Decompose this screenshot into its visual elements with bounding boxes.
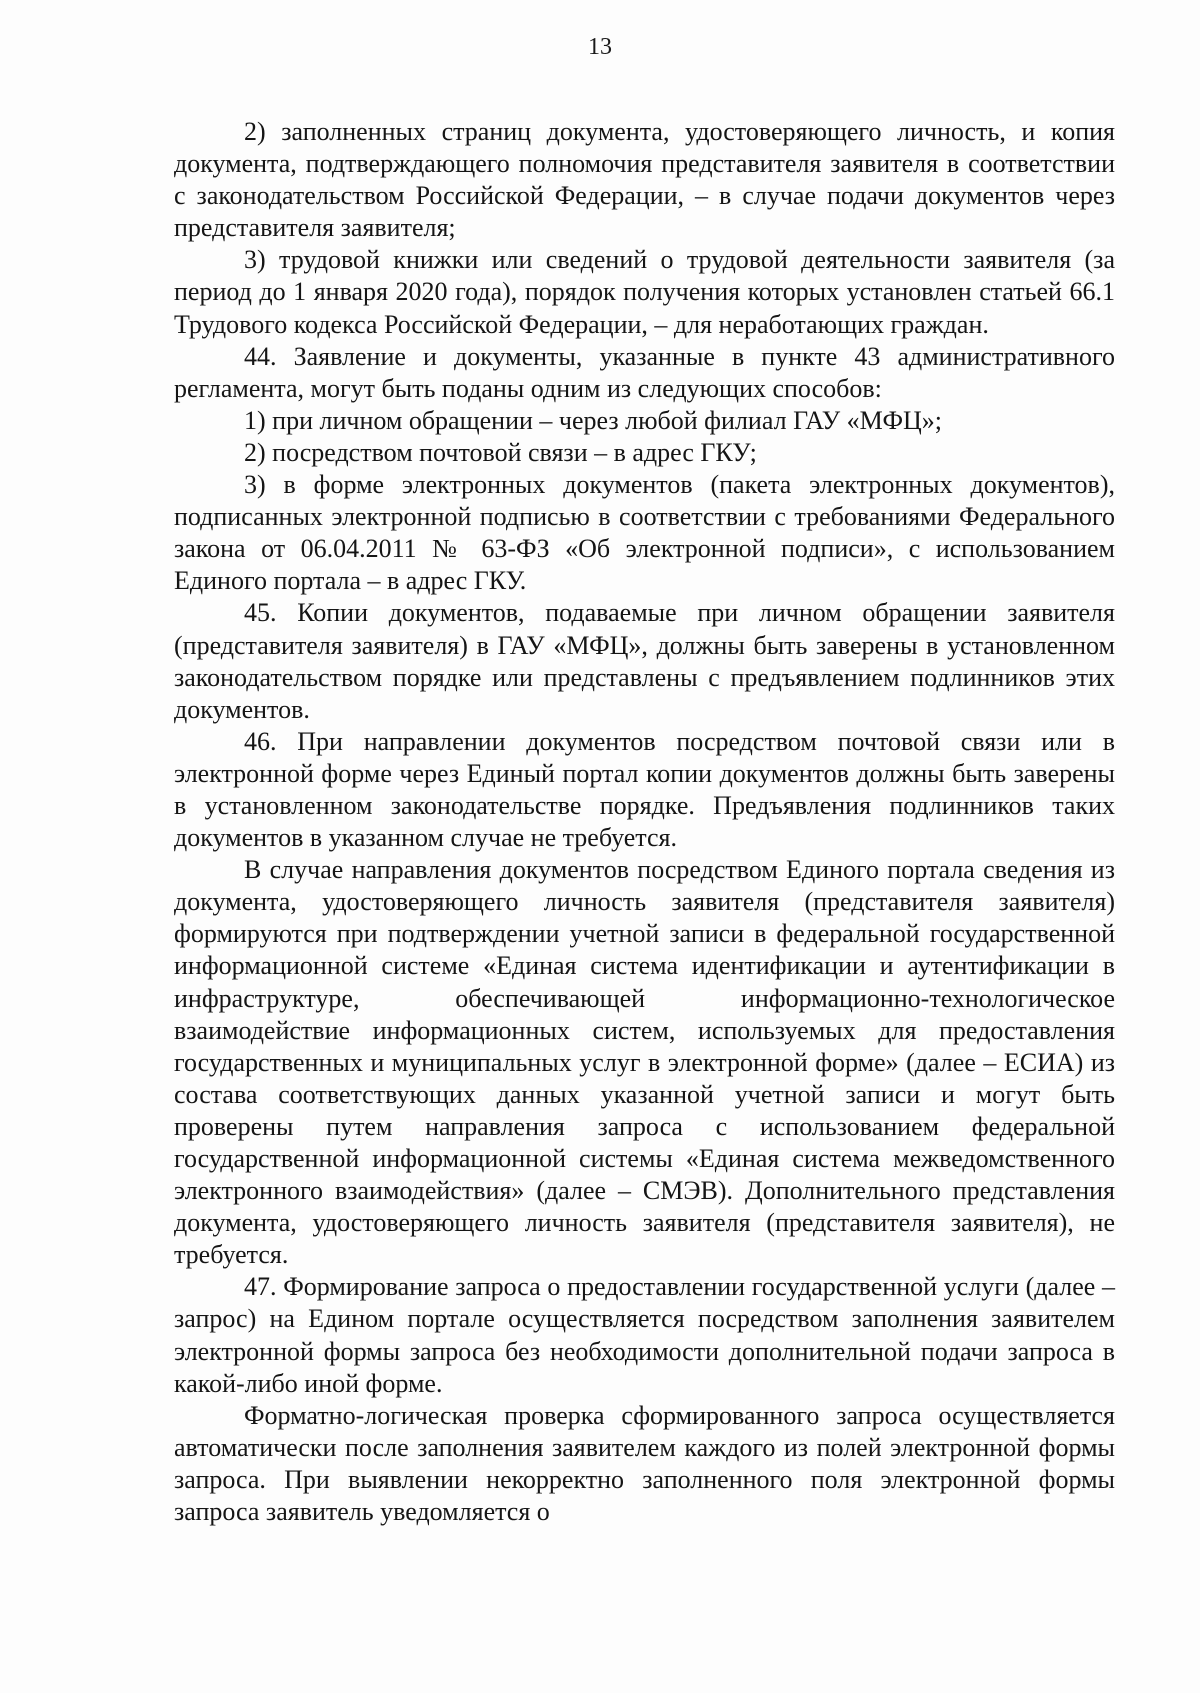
paragraph-46-postal-electronic: 46. При направлении документов посредством почтовой связи или в электронной форме через Единый портал копии документов должны быть заверены в установленном законодательстве порядке. Предъявления подлинников таких документов в указанном случае не требуется.	[174, 726, 1115, 853]
paragraph-44-submission-methods: 44. Заявление и документы, указанные в пункте 43 административного регламента, могут быть поданы одним из следующих способов:	[174, 341, 1115, 403]
paragraph-44-method-3: 3) в форме электронных документов (пакета электронных документов), подписанных электронной подписью в соответствии с требованиями Федерального закона от 06.04.2011 № 63-ФЗ «Об электронной подписи», с использованием Единого портала – в адрес ГКУ.	[174, 470, 1115, 596]
paragraph-46-esia-smev: В случае направления документов посредством Единого портала сведения из документа, удостоверяющего личность заявителя (представителя заявителя) формируются при подтверждении учетной записи в федеральной государственной информационной системе «Единая система идентификации и аутентификации в инфраструктуре, обеспечивающей информационно-технологическое взаимодействие информационных систем, используемых для предоставления государственных и муниципальных услуг в электронной форме» (далее – ЕСИА) из состава соответствующих данных указанной учетной записи и могут быть проверены путем направления запроса с использованием федеральной государственной информационной системы «Единая система межведомственного электронного взаимодействия» (далее – СМЭВ). Дополнительного представления документа, удостоверяющего личность заявителя (представителя заявителя), не требуется.	[174, 855, 1115, 1270]
document-body	[174, 116, 1115, 1528]
paragraph-item-2-passport-pages: 2) заполненных страниц документа, удостоверяющего личность, и копия документа, подтверждающего полномочия представителя заявителя в соответствии с законодательством Российской Федерации, – в случае подачи документов через представителя заявителя;	[174, 117, 1115, 243]
paragraph-44-method-1: 1) при личном обращении – через любой филиал ГАУ «МФЦ»;	[244, 405, 942, 435]
page-number: 13	[588, 34, 612, 60]
paragraph-47-request-forming: 47. Формирование запроса о предоставлении государственной услуги (далее – запрос) на Едином портале осуществляется посредством заполнения заявителем электронной формы запроса без необходимости дополнительной подачи запроса в какой-либо иной форме.	[174, 1272, 1115, 1398]
paragraph-45-copies: 45. Копии документов, подаваемые при личном обращении заявителя (представителя заявителя) в ГАУ «МФЦ», должны быть заверены в установленном законодательством порядке или представлены с предъявлением подлинников этих документов.	[174, 598, 1115, 724]
paragraph-item-3-work-record: 3) трудовой книжки или сведений о трудовой деятельности заявителя (за период до 1 января 2020 года), порядок получения которых установлен статьей 66.1 Трудового кодекса Российской Федерации, – для неработающих граждан.	[174, 245, 1115, 339]
paragraph-44-method-2: 2) посредством почтовой связи – в адрес ГКУ;	[244, 437, 757, 467]
paragraph-47-format-check: Форматно-логическая проверка сформированного запроса осуществляется автоматически после заполнения заявителем каждого из полей электронной формы запроса. При выявлении некорректно заполненного поля электронной формы запроса заявитель уведомляется о	[174, 1400, 1115, 1527]
